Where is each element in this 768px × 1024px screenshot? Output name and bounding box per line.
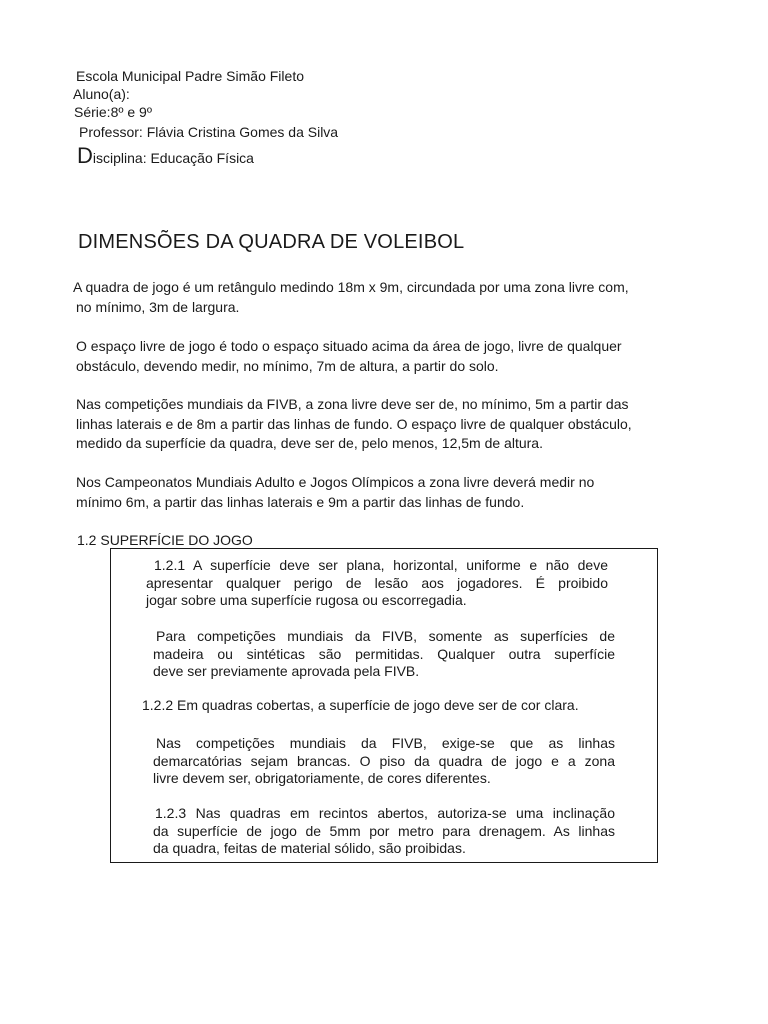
- rule-fivb-lines: [153, 735, 615, 788]
- paragraph-line: medido da superfície da quadra, deve ser de, pelo menos, 12,5m de altura.: [76, 435, 543, 451]
- rule-line: da quadra, feitas de material sólido, são proibidas.: [153, 840, 466, 856]
- paragraph-line: A quadra de jogo é um retângulo medindo 18m x 9m, circundada por uma zona livre com,: [73, 279, 629, 295]
- rule-line: 1.2.1 A superfície deve ser plana, horizontal, uniforme e não deve: [154, 557, 608, 573]
- rule-1-2-3: [153, 805, 615, 858]
- paragraph-free-space: [76, 337, 622, 376]
- rule-line: Nas competições mundiais da FIVB, exige-se que as linhas: [156, 735, 615, 751]
- discipline-initial: D: [77, 143, 93, 168]
- rule-line: madeira ou sintéticas são permitidas. Qualquer outra superfície: [153, 645, 615, 662]
- school-name: Escola Municipal Padre Simão Fileto: [76, 68, 304, 84]
- surface-rules-box: [110, 548, 658, 863]
- rule-line: deve ser previamente aprovada pela FIVB.: [153, 663, 420, 679]
- discipline-rest: isciplina: Educação Física: [92, 150, 254, 166]
- rule-line: jogar sobre uma superfície rugosa ou escorregadia.: [146, 592, 467, 608]
- rule-1-2-2: [142, 697, 632, 715]
- paragraph-line: O espaço livre de jogo é todo o espaço situado acima da área de jogo, livre de qualquer: [76, 338, 622, 354]
- teacher-line: Professor: Flávia Cristina Gomes da Silva: [79, 124, 339, 140]
- student-line: Aluno(a):: [73, 86, 130, 102]
- paragraph-line: no mínimo, 3m de largura.: [76, 298, 240, 315]
- rule-line: 1.2.2 Em quadras cobertas, a superfície de jogo deve ser de cor clara.: [142, 697, 579, 713]
- paragraph-line: linhas laterais e de 8m a partir das linhas de fundo. O espaço livre de qualquer obstáculo,: [76, 415, 632, 432]
- discipline-line: [77, 145, 254, 168]
- rule-line: demarcatórias sejam brancas. O piso da quadra de jogo e a zona: [153, 752, 615, 769]
- rule-line: da superfície de jogo de 5mm por metro para drenagem. As linhas: [153, 822, 615, 839]
- rule-1-2-1: [146, 557, 608, 610]
- rule-line: 1.2.3 Nas quadras em recintos abertos, autoriza-se uma inclinação: [155, 805, 615, 821]
- document-title: DIMENSÕES DA QUADRA DE VOLEIBOL: [78, 231, 465, 253]
- paragraph-court-size: [73, 278, 629, 317]
- section-heading: 1.2 SUPERFÍCIE DO JOGO: [77, 532, 253, 548]
- paragraph-line: obstáculo, devendo medir, no mínimo, 7m de altura, a partir do solo.: [76, 357, 499, 374]
- rule-line: Para competições mundiais da FIVB, somente as superfícies de: [156, 628, 615, 644]
- paragraph-line: mínimo 6m, a partir das linhas laterais e 9m a partir das linhas de fundo.: [76, 493, 525, 510]
- rule-line: livre devem ser, obrigatoriamente, de cores diferentes.: [153, 770, 491, 786]
- paragraph-line: Nos Campeonatos Mundiais Adulto e Jogos Olímpicos a zona livre deverá medir no: [76, 474, 595, 490]
- paragraph-fivb-zone: [76, 395, 632, 454]
- rule-line: apresentar qualquer perigo de lesão aos jogadores. É proibido: [146, 574, 608, 591]
- paragraph-world-championships: [76, 473, 594, 512]
- rule-fivb-surfaces: [153, 628, 615, 681]
- paragraph-line: Nas competições mundiais da FIVB, a zona livre deve ser de, no mínimo, 5m a partir das: [76, 396, 629, 412]
- grade-line: Série:8º e 9º: [74, 104, 152, 120]
